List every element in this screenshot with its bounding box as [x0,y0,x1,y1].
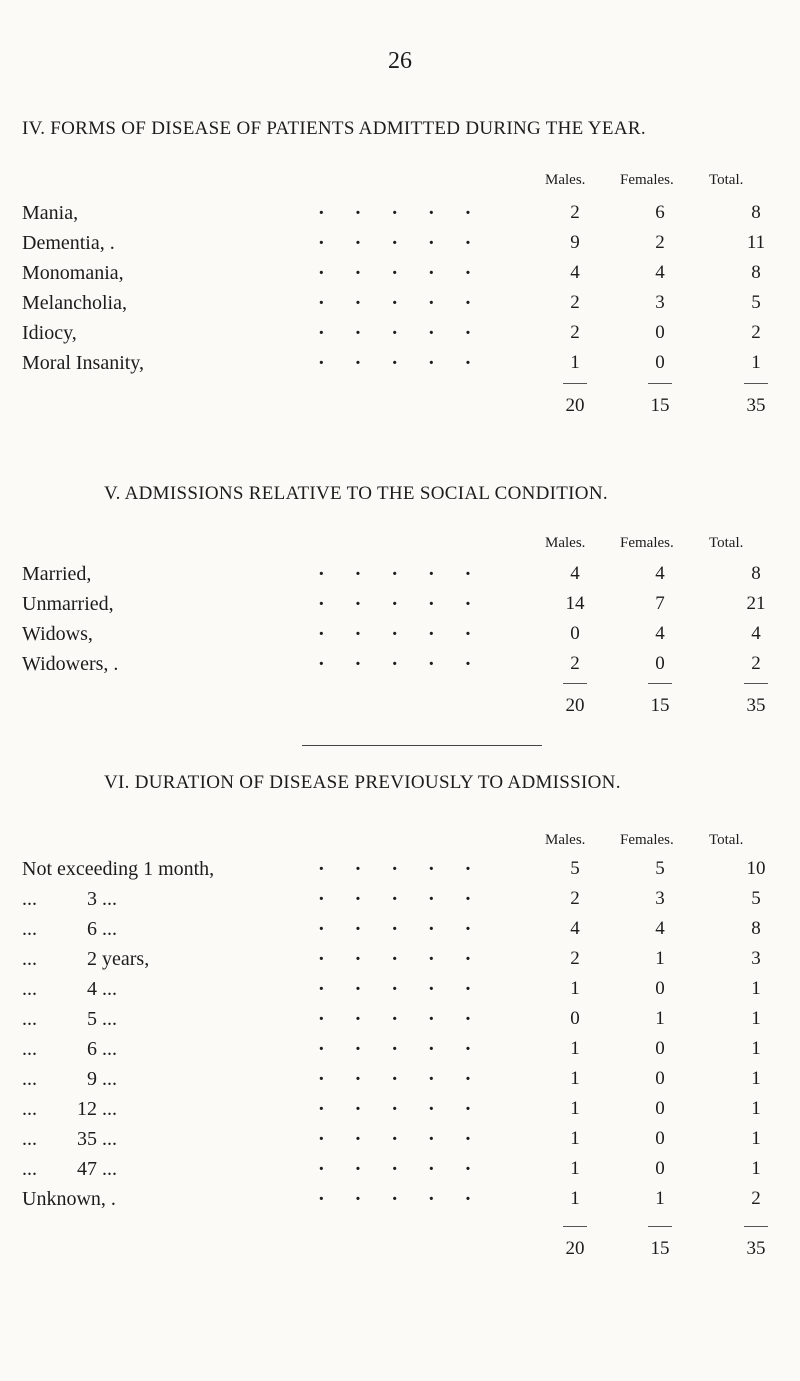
cell-total: 5 [751,888,761,909]
table-row [0,978,800,1008]
cell-total: 8 [751,918,761,939]
cell-males: 4 [570,563,580,584]
cell-males: 1 [570,352,580,373]
table-row [0,948,800,978]
cell-males: 9 [570,232,580,253]
row-label: Dementia, . [22,232,115,254]
cell-males: 1 [570,1038,580,1059]
row-label: Unknown, . [22,1188,116,1210]
cell-males: 1 [570,978,580,999]
row-label: Unmarried, [22,593,114,615]
total-total: 35 [746,695,766,716]
row-label: Idiocy, [22,322,77,344]
column-header: Males. [545,172,586,188]
row-label: Not exceeding 1 month, [22,858,215,880]
column-header: Total. [709,172,744,188]
cell-females: 0 [655,352,665,373]
leader-dots: ····· [318,1098,502,1120]
table-row [0,292,800,322]
total-males: 20 [565,395,585,416]
row-label: ... 9 ... [22,1068,117,1090]
table-row [0,563,800,593]
total-females: 15 [650,695,670,716]
sum-rule [648,383,672,384]
cell-males: 2 [570,948,580,969]
cell-total: 4 [751,623,761,644]
cell-females: 1 [655,1188,665,1209]
cell-total: 8 [751,202,761,223]
cell-females: 0 [655,1068,665,1089]
table-row [0,593,800,623]
leader-dots: ····· [318,1158,502,1180]
cell-males: 1 [570,1128,580,1149]
total-males: 20 [565,695,585,716]
cell-females: 0 [655,1038,665,1059]
section-title: IV. FORMS OF DISEASE OF PATIENTS ADMITTED DURING THE YEAR. [22,118,646,139]
leader-dots: ····· [318,858,502,880]
leader-dots: ····· [318,978,502,1000]
total-females: 15 [650,1238,670,1259]
sum-rule [563,383,587,384]
leader-dots: ····· [318,1128,502,1150]
row-label: Married, [22,563,92,585]
table-row [0,888,800,918]
leader-dots: ····· [318,1038,502,1060]
leader-dots: ····· [318,352,502,374]
column-header: Males. [545,832,586,848]
row-label: ... 6 ... [22,918,117,940]
total-females: 15 [650,395,670,416]
row-label: ... 47 ... [22,1158,117,1180]
row-label: ... 3 ... [22,888,117,910]
column-header: Males. [545,535,586,551]
row-label: ... 5 ... [22,1008,117,1030]
leader-dots: ····· [318,262,502,284]
cell-males: 1 [570,1158,580,1179]
totals-row [0,1238,800,1268]
row-label: ... 6 ... [22,1038,117,1060]
cell-total: 2 [751,322,761,343]
table-row [0,918,800,948]
leader-dots: ····· [318,623,502,645]
cell-females: 4 [655,918,665,939]
cell-total: 5 [751,292,761,313]
table-row [0,858,800,888]
table-row [0,352,800,382]
cell-males: 2 [570,322,580,343]
cell-females: 3 [655,292,665,313]
cell-total: 1 [751,1068,761,1089]
row-label: Mania, [22,202,79,224]
leader-dots: ····· [318,563,502,585]
table-row [0,1128,800,1158]
section-divider [302,745,542,746]
cell-females: 0 [655,322,665,343]
leader-dots: ····· [318,232,502,254]
leader-dots: ····· [318,1068,502,1090]
cell-females: 6 [655,202,665,223]
cell-total: 1 [751,1008,761,1029]
row-label: Widows, [22,623,93,645]
table-row [0,262,800,292]
cell-males: 2 [570,653,580,674]
table-row [0,623,800,653]
cell-total: 2 [751,653,761,674]
sum-rule [648,683,672,684]
cell-females: 7 [655,593,665,614]
leader-dots: ····· [318,948,502,970]
cell-total: 1 [751,1128,761,1149]
row-label: Melancholia, [22,292,127,314]
leader-dots: ····· [318,918,502,940]
sum-rule [744,683,768,684]
cell-females: 0 [655,1128,665,1149]
cell-total: 21 [746,593,766,614]
cell-total: 1 [751,978,761,999]
leader-dots: ····· [318,593,502,615]
totals-row [0,695,800,725]
cell-females: 0 [655,978,665,999]
cell-total: 2 [751,1188,761,1209]
cell-total: 8 [751,563,761,584]
cell-males: 1 [570,1188,580,1209]
sum-rule [563,683,587,684]
total-total: 35 [746,395,766,416]
cell-males: 0 [570,1008,580,1029]
cell-females: 4 [655,262,665,283]
cell-males: 1 [570,1098,580,1119]
sum-rule [744,383,768,384]
table-row [0,1188,800,1218]
cell-total: 1 [751,1158,761,1179]
row-label: ... 4 ... [22,978,117,1000]
cell-males: 2 [570,292,580,313]
leader-dots: ····· [318,653,502,675]
cell-males: 2 [570,202,580,223]
row-label: Moral Insanity, [22,352,145,374]
leader-dots: ····· [318,322,502,344]
column-header: Females. [620,832,674,848]
column-header: Total. [709,832,744,848]
row-label: ... 12 ... [22,1098,117,1120]
row-label: Monomania, [22,262,124,284]
cell-total: 1 [751,1038,761,1059]
table-row [0,202,800,232]
cell-females: 1 [655,948,665,969]
leader-dots: ····· [318,888,502,910]
table-row [0,1008,800,1038]
leader-dots: ····· [318,1008,502,1030]
table-row [0,1098,800,1128]
leader-dots: ····· [318,1188,502,1210]
cell-total: 1 [751,352,761,373]
page-number: 26 [388,48,412,74]
cell-females: 3 [655,888,665,909]
table-row [0,322,800,352]
section-title: V. ADMISSIONS RELATIVE TO THE SOCIAL CONDITION. [104,483,608,504]
table-row [0,1038,800,1068]
table-row [0,653,800,683]
totals-row [0,395,800,425]
total-males: 20 [565,1238,585,1259]
cell-males: 5 [570,858,580,879]
cell-males: 14 [565,593,585,614]
total-total: 35 [746,1238,766,1259]
row-label: ... 2 years, [22,948,150,970]
row-label: ... 35 ... [22,1128,117,1150]
cell-total: 3 [751,948,761,969]
cell-females: 0 [655,653,665,674]
sum-rule [563,1226,587,1227]
cell-total: 1 [751,1098,761,1119]
column-header: Females. [620,172,674,188]
cell-females: 5 [655,858,665,879]
column-header: Females. [620,535,674,551]
section-title: VI. DURATION OF DISEASE PREVIOUSLY TO ADMISSION. [104,772,621,793]
leader-dots: ····· [318,292,502,314]
cell-females: 2 [655,232,665,253]
table-row [0,1158,800,1188]
table-row [0,232,800,262]
cell-males: 1 [570,1068,580,1089]
sum-rule [648,1226,672,1227]
cell-females: 1 [655,1008,665,1029]
cell-total: 8 [751,262,761,283]
sum-rule [744,1226,768,1227]
column-header: Total. [709,535,744,551]
leader-dots: ····· [318,202,502,224]
cell-females: 4 [655,563,665,584]
cell-total: 10 [746,858,766,879]
cell-males: 4 [570,262,580,283]
cell-males: 4 [570,918,580,939]
cell-females: 0 [655,1098,665,1119]
cell-males: 2 [570,888,580,909]
cell-total: 11 [746,232,766,253]
cell-males: 0 [570,623,580,644]
table-row [0,1068,800,1098]
row-label: Widowers, . [22,653,119,675]
cell-females: 0 [655,1158,665,1179]
cell-females: 4 [655,623,665,644]
